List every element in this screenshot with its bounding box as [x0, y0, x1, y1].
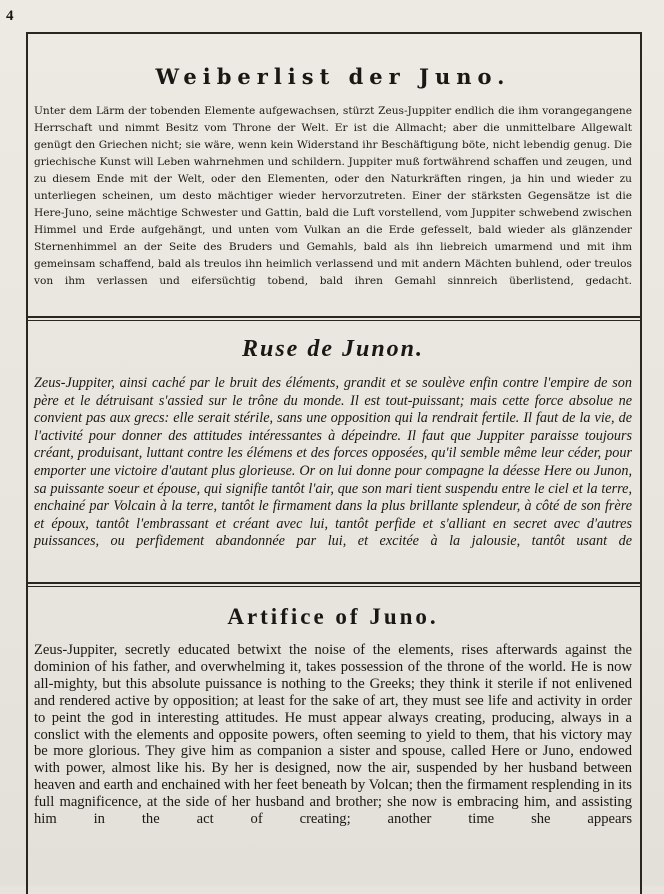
german-section — [34, 64, 632, 290]
section-divider — [26, 316, 642, 321]
page-number: 4 — [6, 8, 14, 24]
german-title: Weiberlist der Juno. — [155, 64, 511, 89]
section-divider — [26, 582, 642, 587]
french-section — [34, 336, 632, 551]
french-title: Ruse de Junon. — [241, 336, 425, 362]
english-section — [34, 604, 632, 828]
english-title: Artifice of Juno. — [227, 604, 439, 629]
english-text: Zeus-Juppiter, secretly educated betwixt the noise of the elements, rises afterwards against the dominion of his father, and overwhelming it, takes possession of the throne of the world. He is now all-mighty, but this absolute puissance is nothing to the Greeks; they think it sterile if not enlivened and rendered active by opposition; at least for the sake of art, they must see life and activity in order to peint the god in interesting attitudes. He must appear always creating, producing, always in a conslict with the elements and opposite powers, often seeming to yield to them, that his victory may be more glorious. They give him as companion a sister and spouse, called Here or Juno, endowed with power, almost like his. By her is designed, now the air, suspended by her husband between heaven and earth and enchained with her feet beneath by Volcan; then the firmament resplending in its full magnificence, at the side of her husband and brother; she now is embracing him, and assisting him in the act of creating; another time she appears — [34, 642, 632, 828]
german-text: Unter dem Lärm der tobenden Elemente aufgewachsen, stürzt Zeus-Juppiter endlich die ihm vorangegangene Herrschaft und nimmt Besitz vom Throne der Welt. Er ist die Allmacht; aber die unmittelbare Allgewalt genügt den Griechen nicht; sie wäre, wenn kein Widerstand ihr Beschäftigung böte, nicht lebendig genug. Die griechische Kunst will Leben wahrnehmen und schildern. Juppiter muß fortwährend schaffen und zeugen, und zu diesem Ende mit der Welt, oder den Elementen, oder den Naturkräften ringen, ja hin und wieder zu unterliegen scheinen, um desto mächtiger wieder hervorzutreten. Einer der stärksten Gegensätze ist die Here-Juno, seine mächtige Schwester und Gattin, bald die Luft vorstellend, vom Juppiter schwebend zwischen Himmel und Erde aufgehängt, und unten vom Vulkan an die Erde gefesselt, bald wieder als glänzender Sternenhimmel an der Seite des Bruders und Gemahls, bald als ihn liebreich umarmend und mit ihm gemeinsam schaffend, bald als treulos ihn heimlich verlassend und mit andern Mächten buhlend, oder treulos von ihm verlassen und eifersüchtig tobend, bald ihren Gemahl sinnreich überlistend, gedacht. — [34, 105, 632, 287]
french-text: Zeus-Juppiter, ainsi caché par le bruit des éléments, grandit et se soulève enfin contre l'empire de son père et le détruisant s'assied sur le trône du monde. Il est tout-puissant; mais cette force absolue ne convient pas aux grecs: elle serait stérile, sans une opposition qui la rendrait fertile. Il faut de la vie, de l'activité pour donner des attitudes intéressantes à dépeindre. Il faut que Juppiter paraisse toujours créant, produisant, luttant contre les élémens et des forces opposées, qu'il semble même leur céder, pour emporter une victoire d'autant plus glorieuse. Or on lui donne pour compagne la déesse Here ou Junon, sa puissante soeur et épouse, qui signifie tantôt l'air, que son mari tient suspendu entre le ciel et la terre, enchainé par Volcain à la terre, tantôt le firmament dans la plus brillante splendeur, à côté de son frère et époux, tantôt l'embrassant et créant avec lui, tantôt perfide et s'alliant en secret avec d'autres puissances, ou perfidement abandonnée par lui, et excitée à la jalousie, tantôt usant de — [34, 375, 632, 550]
